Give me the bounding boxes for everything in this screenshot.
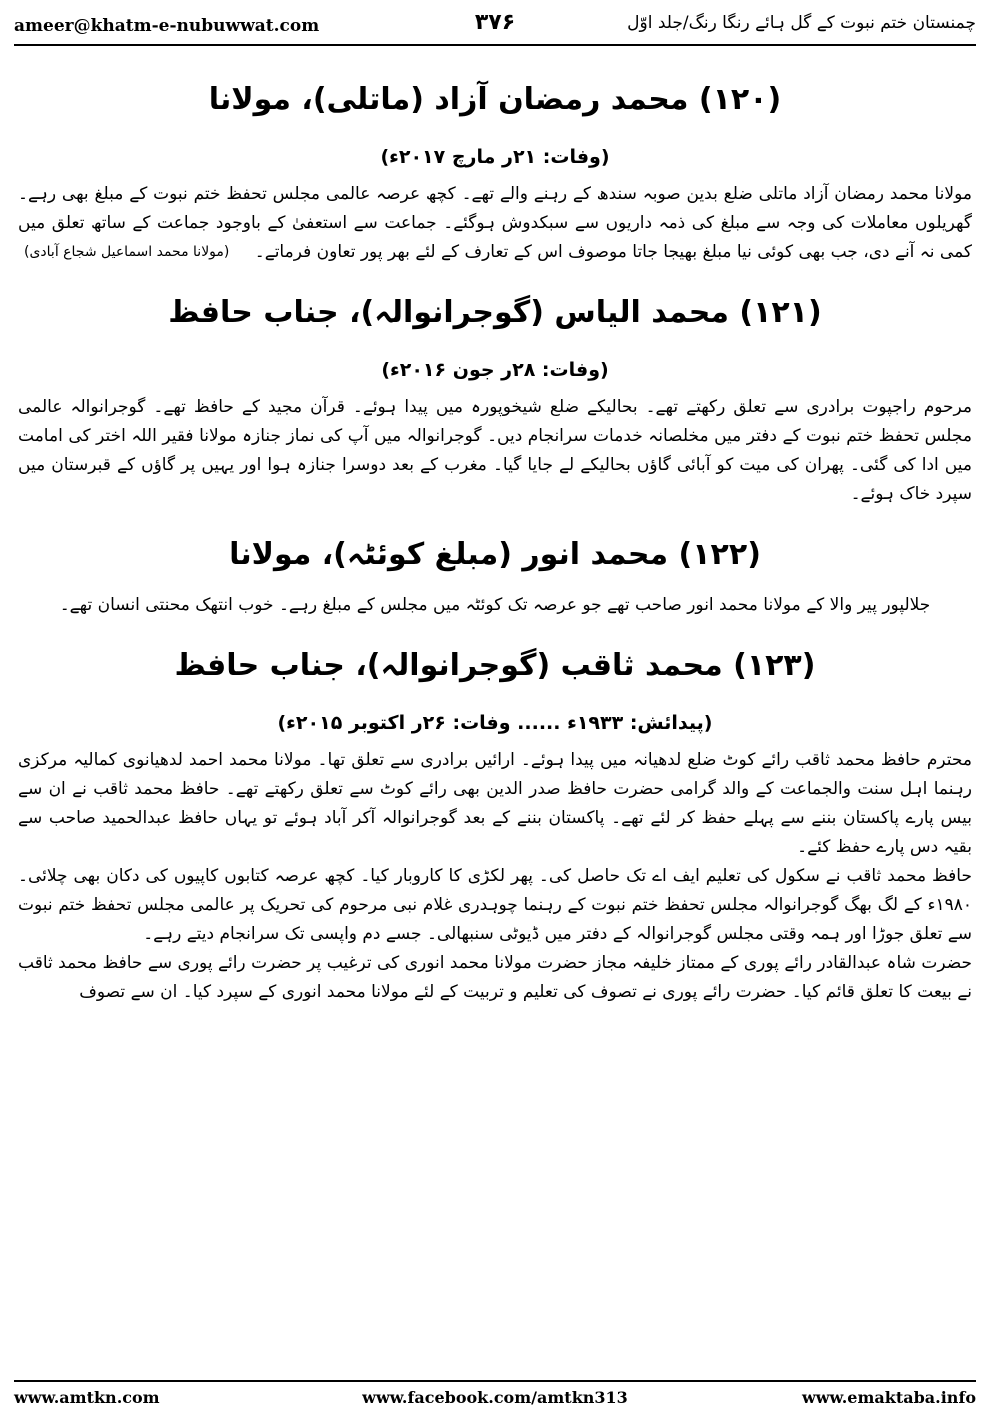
- footer-link-emaktaba[interactable]: www.emaktaba.info: [802, 1388, 976, 1407]
- entry-paragraph: محترم حافظ محمد ثاقب رائے کوٹ ضلع لدھیانہ میں پیدا ہوئے۔ ارائیں برادری سے تعلق تھا۔ مولانا محمد احمد لدھیانوی کمالیہ مرکزی رہنما اہل سنت والجماعت کے والد گرامی حضرت حافظ صدر الدین بھی رائے کوٹ سے تعلق رکھتے تھے۔ حافظ محمد ثاقب نے ان سے بیس پارے پاکستان بننے سے پہلے حفظ کر لئے تھے۔ پاکستان بننے کے بعد گوجرانوالہ آکر آباد ہوئے تو یہاں حافظ عبدالحمید صاحب سے بقیہ دس پارے حفظ کئے۔: [18, 750, 972, 857]
- entry-dates: (وفات: ۲۸ر جون ۲۰۱۶ء): [381, 359, 609, 381]
- page-footer: [14, 1380, 976, 1412]
- entry-122: [18, 529, 972, 620]
- entry-credit: (مولانا محمد اسماعیل شجاع آبادی): [24, 244, 230, 260]
- entry-dates: (پیدائش: ۱۹۳۳ء ...... وفات: ۲۶ر اکتوبر ۲۰۱۵ء): [277, 712, 713, 734]
- entry-paragraph: حضرت شاہ عبدالقادر رائے پوری کے ممتاز خلیفہ مجاز حضرت مولانا محمد انوری کی ترغیب پر حضرت رائے پوری سے حافظ محمد ثاقب نے بیعت کا تعلق قائم کیا۔ حضرت رائے پوری نے تصوف کی تعلیم و تربیت کے لئے مولانا محمد انوری کے سپرد کیا۔ ان سے تصوف: [18, 953, 972, 1002]
- page-content: [18, 58, 972, 1007]
- entry-heading: (۱۲۳) محمد ثاقب (گوجرانوالہ)، جناب حافظ: [174, 648, 816, 683]
- entry-dates: (وفات: ۲۱ر مارچ ۲۰۱۷ء): [380, 146, 610, 168]
- page-number: ۳۷۶: [474, 10, 516, 35]
- entry-120: [18, 74, 972, 267]
- footer-link-facebook[interactable]: www.facebook.com/amtkn313: [362, 1388, 628, 1407]
- entry-heading: (۱۲۰) محمد رمضان آزاد (ماتلی)، مولانا: [208, 82, 782, 117]
- book-title: چمنستان ختم نبوت کے گل ہائے رنگا رنگ/جلد اوّل: [627, 13, 976, 33]
- entry-heading: (۱۲۱) محمد الیاس (گوجرانوالہ)، جناب حافظ: [168, 295, 822, 330]
- entry-paragraph: حافظ محمد ثاقب نے سکول کی تعلیم ایف اے تک حاصل کی۔ پھر لکڑی کا کاروبار کیا۔ کچھ عرصہ کتابوں کاپیوں کی دکان بھی چلائی۔ ۱۹۸۰ء کے لگ بھگ گوجرانوالہ مجلس تحفظ ختم نبوت کے رہنما چوہدری غلام نبی مرحوم کی تحریک پر عالمی مجلس تحفظ ختم نبوت سے تعلق جوڑا اور ہمہ وقتی مجلس گوجرانوالہ کے دفتر میں ڈیوٹی سنبھالی۔ جسے دم واپسی تک سرانجام دیتے رہے۔: [18, 866, 972, 944]
- footer-link-amtkn[interactable]: www.amtkn.com: [14, 1388, 160, 1407]
- entry-121: [18, 287, 972, 509]
- page-header: [14, 10, 976, 46]
- entry-heading: (۱۲۲) محمد انور (مبلغ کوئٹہ)، مولانا: [229, 537, 761, 572]
- entry-paragraph: مولانا محمد رمضان آزاد ماتلی ضلع بدین صوبہ سندھ کے رہنے والے تھے۔ کچھ عرصہ عالمی مجلس تحفظ ختم نبوت کے مبلغ بھی رہے۔ گھریلوں معاملات کی وجہ سے مبلغ کی ذمہ داریوں سے سبکدوش ہوگئے۔ جماعت سے استعفیٰ کے باوجود جماعت کے ساتھ تعلق میں کمی نہ آنے دی، جب بھی کوئی نیا مبلغ بھیجا جاتا موصوف اس کے تعارف کے لئے بھر پور تعاون فرماتے۔ (مولانا محمد اسماعیل شجاع آبادی): [18, 180, 972, 267]
- entry-123: [18, 640, 972, 1007]
- header-email: ameer@khatm-e-nubuwwat.com: [14, 16, 320, 36]
- entry-paragraph: مرحوم راجپوت برادری سے تعلق رکھتے تھے۔ بحالیکے ضلع شیخوپورہ میں پیدا ہوئے۔ قرآن مجید کے حافظ تھے۔ گوجرانوالہ عالمی مجلس تحفظ ختم نبوت کے دفتر میں مخلصانہ خدمات سرانجام دیں۔ گوجرانوالہ میں آپ کی نماز جنازہ مولانا فقیر اللہ اختر کی امامت میں ادا کی گئی۔ پھران کی میت کو آبائی گاؤں بحالیکے لے جایا گیا۔ مغرب کے بعد دوسرا جنازہ ہوا اور یہیں پر گاؤں کے قبرستان میں سپرد خاک ہوئے۔: [18, 397, 972, 504]
- entry-paragraph: جلالپور پیر والا کے مولانا محمد انور صاحب تھے جو عرصہ تک کوئٹہ میں مجلس کے مبلغ رہے۔ خوب انتھک محنتی انسان تھے۔: [59, 595, 931, 615]
